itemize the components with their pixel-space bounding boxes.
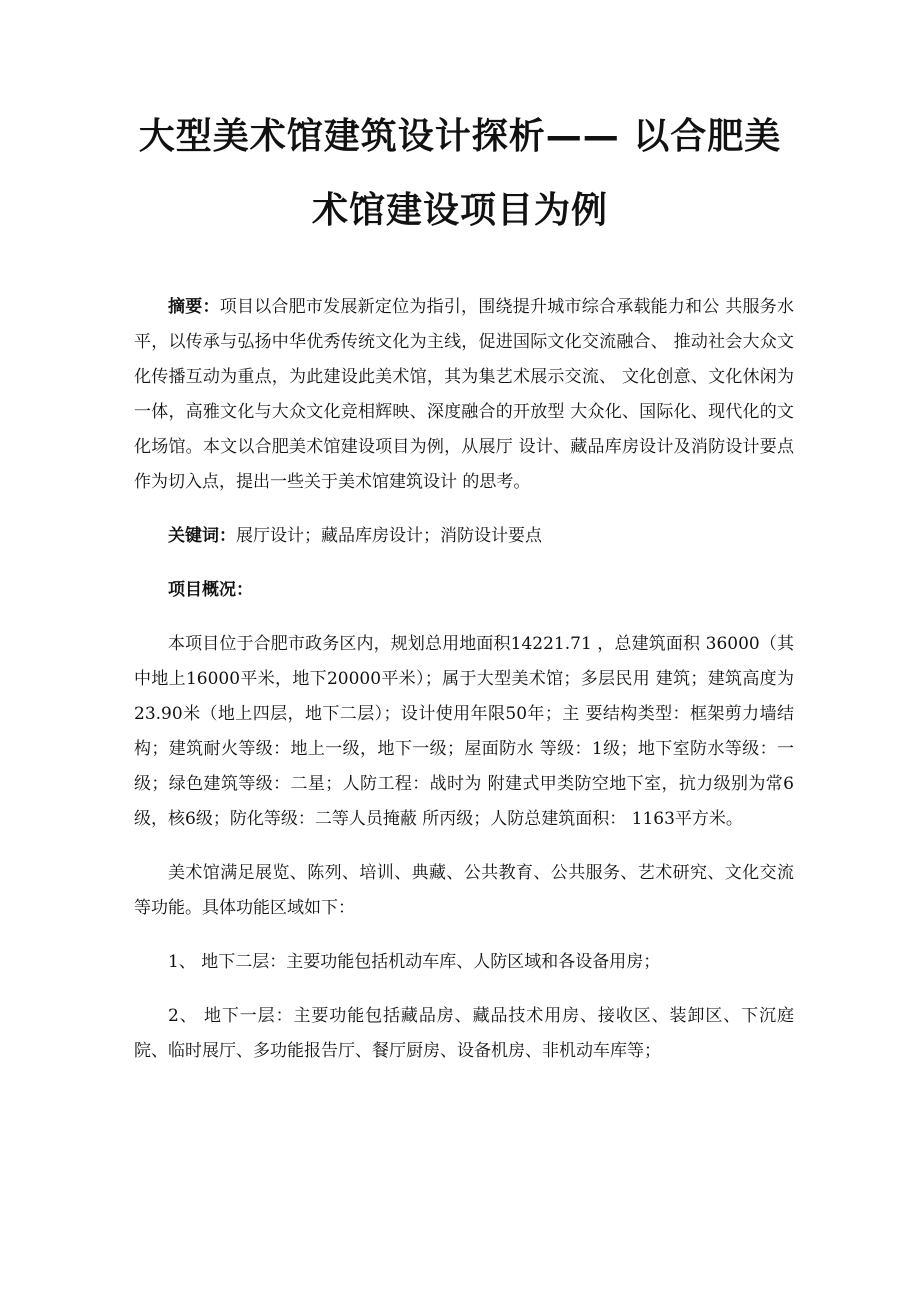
list-item-basement-1: 2、 地下一层：主要功能包括藏品房、藏品技术用房、接收区、装卸区、下沉庭院、临时展厅、多功能报告厅、餐厅厨房、设备机房、非机动车库等；: [134, 1006, 794, 1061]
overview-heading: 项目概况：: [168, 580, 253, 600]
document-title-line-1: 大型美术馆建筑设计探析—— 以合肥美: [138, 116, 782, 157]
functions-paragraph: 美术馆满足展览、陈列、培训、典藏、公共教育、公共服务、艺术研究、文化交流等功能。具体功能区域如下：: [134, 863, 794, 918]
list-item-basement-2: 1、 地下二层：主要功能包括机动车库、人防区域和各设备用房；: [168, 952, 661, 972]
keywords-text: 展厅设计；藏品库房设计；消防设计要点: [236, 526, 542, 546]
abstract-paragraph: [134, 290, 794, 500]
keywords-label: 关键词：: [168, 526, 236, 546]
document-title-line-2: 术馆建设项目为例: [311, 190, 608, 231]
overview-paragraph: 本项目位于合肥市政务区内，规划总用地面积14221.71 ，总建筑面积 36000（其中地上16000平米，地下20000平米）；属于大型美术馆；多层民用 建筑；建筑高度为23.90米（地上四层，地下二层）；设计使用年限50年；主 要结构类型：框架剪力墙结构；建筑耐火等级：地上一级，地下一级；屋面防水 等级：1级；地下室防水等级：一级；绿色建筑等级：二星；人防工程：战时为 附建式甲类防空地下室，抗力级别为常6级，核6级；防化等级：二等人员掩蔽 所丙级；人防总建筑面积： 1163平方米。: [134, 634, 794, 829]
abstract-label: 摘要：: [168, 297, 220, 317]
overview-heading-paragraph: [134, 573, 794, 608]
document-body: [134, 290, 794, 1069]
keywords-paragraph: [134, 519, 794, 554]
abstract-text: 项目以合肥市发展新定位为指引，围绕提升城市综合承载能力和公 共服务水平，以传承与弘扬中华优秀传统文化为主线，促进国际文化交流融合、 推动社会大众文化传播互动为重点，为此建设此美术馆，其为集艺术展示交流、 文化创意、文化休闲为一体，高雅文化与大众文化竞相辉映、深度融合的开放型 大众化、国际化、现代化的文化场馆。本文以合肥美术馆建设项目为例，从展厅 设计、藏品库房设计及消防设计要点作为切入点，提出一些关于美术馆建筑设计 的思考。: [134, 297, 794, 492]
